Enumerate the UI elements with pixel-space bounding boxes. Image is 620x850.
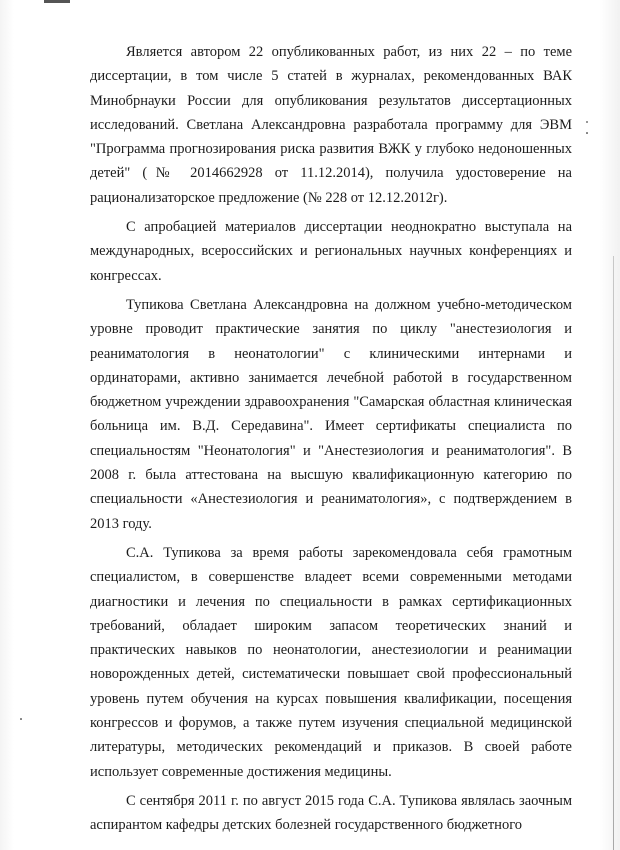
paragraph-conferences: С апробацией материалов диссертации неоднократно выступала на международных, всероссийских и региональных научных конференциях и конгрессах. <box>90 219 572 284</box>
scan-speck <box>586 132 588 134</box>
paragraph-teaching: Тупикова Светлана Александровна на должном учебно-методическом уровне проводит практические занятия по циклу "анестезиология и реаниматология в неонатологии" с клиническими интернами и ординаторами, активно занимается лечебной работой в государственном бюджетном учреждении здравоохранения "Самарская областная клиническая больница им. В.Д. Середавина". Имеет сертификаты специалиста по специальностям "Неонатология" и "Анестезиология и реаниматология". В 2008 г. была аттестована на высшую квалификационную категорию по специальности «Анестезиология и реаниматология», с подтверждением в 2013 году. <box>90 296 572 532</box>
document-body <box>90 40 572 838</box>
scan-top-mark <box>44 0 70 3</box>
paragraph-publications: Является автором 22 опубликованных работ, из них 22 – по теме диссертации, в том числе 5 статей в журналах, рекомендованных ВАК Минобрнауки России для опубликования результатов диссертационных исследований. Светлана Александровна разработала программу для ЭВМ "Программа прогнозирования риска развития ВЖК у глубоко недоношенных детей" (№ 2014662928 от 11.12.2014), получила удостоверение на рационализаторское предложение (№ 228 от 12.12.2012г). <box>90 44 572 206</box>
scan-speck <box>586 121 588 123</box>
page-edge-shadow <box>613 256 615 850</box>
scan-speck <box>20 718 22 720</box>
paragraph-postgraduate: С сентября 2011 г. по август 2015 года С.А. Тупикова являлась заочным аспирантом кафедры детских болезней государственного бюджетного <box>90 792 572 834</box>
paragraph-qualification: С.А. Тупикова за время работы зарекомендовала себя грамотным специалистом, в совершенстве владеет всеми современными методами диагностики и лечения по специальности в рамках сертификационных требований, обладает широким запасом теоретических знаний и практических навыков по неонатологии, анестезиологии и реанимации новорожденных детей, систематически повышает свой профессиональный уровень путем обучения на курсах повышения квалификации, посещения конгрессов и форумов, а также путем изучения специальной медицинской литературы, методических рекомендаций и приказов. В своей работе использует современные достижения медицины. <box>90 544 572 780</box>
